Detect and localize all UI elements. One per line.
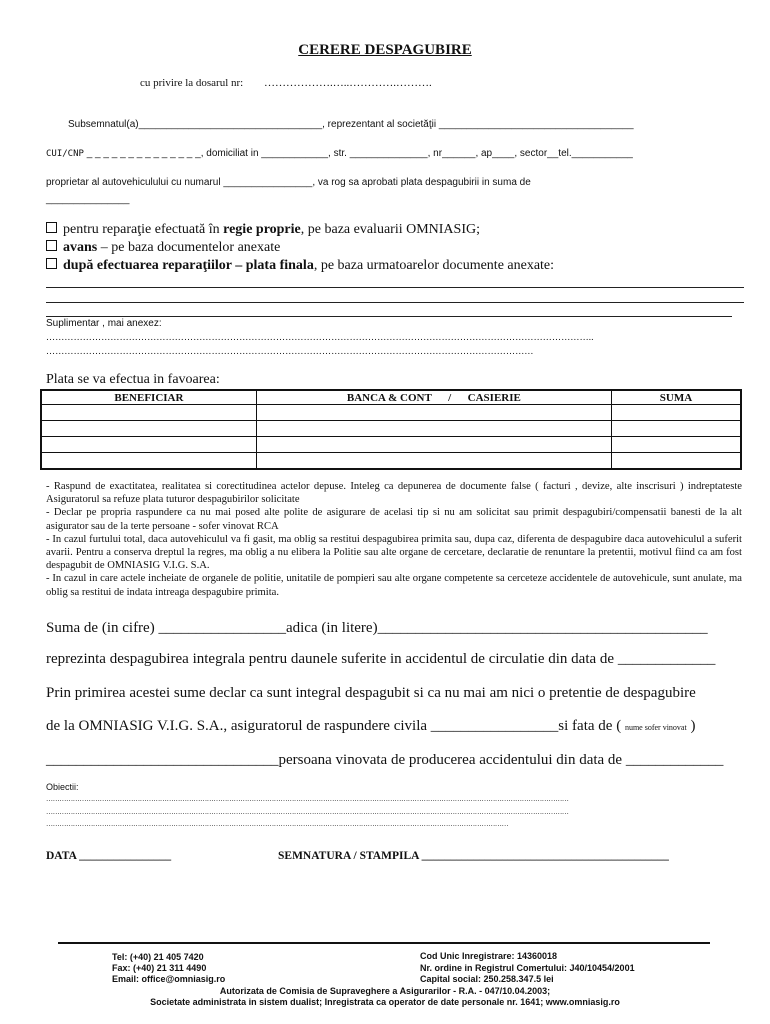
banca-cell[interactable] (256, 421, 611, 437)
semnatura-label: SEMNATURA / STAMPILA (278, 850, 419, 862)
suma-cell[interactable] (611, 421, 741, 437)
persoana-field[interactable]: _______________________________ (46, 752, 279, 768)
footer-divider (58, 942, 710, 944)
footer-autorizata: Autorizata de Comisia de Supraveghere a Asigurarilor - R.A. - 047/10.04.2003; (219, 986, 551, 996)
option-text: – pe baza documentelor anexate (97, 240, 281, 255)
suplimentar-label: Suplimentar , mai anexez: (46, 318, 162, 329)
beneficiar-cell[interactable] (41, 437, 256, 453)
name-field[interactable]: _________________________________ (138, 119, 323, 130)
domiciliat-label: , domiciliat in (200, 148, 259, 159)
sector-field[interactable]: __ (547, 148, 559, 159)
footer-capital: Capital social: 250.258.347.5 lei (420, 974, 554, 984)
suma-line (46, 620, 708, 637)
persoana-label: persoana vinovata de producerea accidentului din data de (278, 752, 623, 768)
checkbox[interactable] (46, 240, 57, 251)
documents-line[interactable] (46, 287, 744, 288)
tel-field[interactable]: ___________ (571, 148, 633, 159)
street-label: , str. (328, 148, 347, 159)
option-regie-proprie[interactable] (46, 222, 480, 238)
footer-fax: Fax: (+40) 21 311 4490 (112, 963, 207, 973)
table-header-row (41, 390, 741, 405)
footer-email[interactable]: Email: office@omniasig.ro (112, 974, 226, 984)
suma-cifre-field[interactable]: _________________ (158, 620, 286, 636)
footer-societate: Societate administrata in sistem dualist; Inregistrata ca operator de date personale nr. 1641; www.omniasig.ro (150, 997, 620, 1007)
suma-cell[interactable] (611, 437, 741, 453)
data-label: DATA (46, 850, 77, 862)
sector-label: , sector (514, 148, 548, 159)
footer-cui: Cod Unic Inregistrare: 14360018 (420, 951, 558, 961)
option-avans[interactable] (46, 240, 280, 256)
checkbox[interactable] (46, 258, 57, 269)
column-header: BANCA & CONT / CASIERIE (256, 390, 611, 405)
payment-table (40, 389, 742, 470)
asigurator-field[interactable]: _________________ (430, 718, 559, 734)
legal-paragraph: - In cazul furtului total, daca autovehiculul va fi gasit, ma oblig sa restitui despagubirea primita sau, dupa caz, diferenta de despagubire daca autovehiculul a suferit avarii. Pentru a conserva dreptul la regres, ma oblig a nu elibera la Politie sau alte organe de cercetare, declaratie de renuntare la pretentii, motivul fiind ca am fost despagubit de OMNIASIG V.I.G. S.A. (46, 533, 742, 572)
table-row (41, 421, 741, 437)
column-header: SUMA (611, 390, 741, 405)
persoana-line (46, 752, 723, 769)
option-text: , pe baza urmatoarelor documente anexate: (313, 258, 555, 273)
nr-label: , nr (427, 148, 443, 159)
city-field[interactable]: ____________ (261, 148, 329, 159)
nr-field[interactable]: ______ (442, 148, 476, 159)
obiectii-field[interactable]: ……………………………………………………………………………………………………………………………………………………………………………………………………………… (46, 808, 569, 816)
checkbox[interactable] (46, 222, 57, 233)
omniasig-label: de la OMNIASIG V.I.G. S.A., asiguratorul de raspundere civila (46, 718, 428, 734)
accident-date-field[interactable]: _____________ (617, 651, 716, 667)
suplimentar-field[interactable]: …………………………………………………………………………………………………………………………………………… (46, 346, 534, 356)
semnatura-line (278, 850, 669, 862)
nume-sofer-hint: nume sofer vinovat (624, 723, 687, 732)
legal-paragraph: - Raspund de exactitatea, realitatea si corectitudinea actelor depuse. Inteleg ca depunerea de documente false ( facturi , devize, alte inscrisuri ) indreptateste Asiguratorul sa refuze plata tuturor despagubirilor solicitate (46, 481, 742, 506)
reprezentant-label: , reprezentant al societăţii (322, 119, 437, 130)
footer-tel: Tel: (+40) 21 405 7420 (112, 952, 204, 962)
cnp-line (46, 148, 633, 159)
suplimentar-field[interactable]: …………………………………………………………………………………………………………………………………………………………….. (46, 332, 594, 342)
amount-field[interactable]: _______________ (46, 194, 130, 205)
beneficiar-cell[interactable] (41, 453, 256, 470)
option-text: pentru reparaţie efectuată în (63, 222, 224, 237)
cnp-field[interactable]: _ _ _ _ _ _ _ _ _ _ _ _ _ _ (86, 148, 201, 159)
dosar-line (140, 77, 432, 89)
table-row (41, 405, 741, 421)
reprezinta-label: reprezinta despagubirea integrala pentru daunele suferite in accidentul de circulatie din data de (46, 651, 615, 667)
option-text: , pe baza evaluarii OMNIASIG; (300, 222, 480, 237)
dosar-label: cu privire la dosarul nr: (140, 77, 244, 89)
suma-request-label: , va rog sa aprobati plata despagubirii in suma de (312, 177, 531, 188)
suma-cell[interactable] (611, 405, 741, 421)
plate-field[interactable]: ________________ (223, 177, 313, 188)
ap-field[interactable]: ____ (492, 148, 515, 159)
banca-cell[interactable] (256, 437, 611, 453)
beneficiar-cell[interactable] (41, 421, 256, 437)
cnp-label: CUI/CNP (46, 149, 84, 159)
page-title: CERERE DESPAGUBIRE (298, 42, 472, 58)
tel-label: tel. (558, 148, 572, 159)
legal-paragraph: - In cazul in care actele incheiate de organele de politie, unitatile de pompieri sau alte organe competente sa cerceteze accidentele de autovehicule, sunt anulate, ma oblig sa restitui de indata intreaga despagubire primita. (46, 573, 742, 598)
documents-line[interactable] (46, 316, 732, 317)
banca-cell[interactable] (256, 405, 611, 421)
company-field[interactable]: ___________________________________ (438, 119, 634, 130)
reprezinta-line (46, 651, 715, 668)
subsemnatul-line (68, 119, 634, 130)
option-plata-finala[interactable] (46, 258, 554, 274)
suma-litere-field[interactable]: ____________________________________________ (377, 620, 708, 636)
option-bold: avans (63, 240, 98, 255)
obiectii-label: Obiectii: (46, 782, 79, 792)
semnatura-field[interactable]: ___________________________________________ (421, 850, 669, 862)
suma-cell[interactable] (611, 453, 741, 470)
legal-declarations (46, 480, 742, 599)
banca-cell[interactable] (256, 453, 611, 470)
plata-label: Plata se va efectua in favoarea: (46, 372, 220, 387)
persoana-date-field[interactable]: _____________ (625, 752, 724, 768)
footer-registru: Nr. ordine in Registrul Comertului: J40/10454/2001 (420, 963, 635, 973)
subsemnatul-label: Subsemnatul(a) (68, 119, 139, 130)
obiectii-field[interactable]: ……………………………………………………………………………………………………………………………………………………………………………………………………………… (46, 795, 569, 803)
table-row (41, 453, 741, 470)
beneficiar-cell[interactable] (41, 405, 256, 421)
option-bold: regie proprie (223, 222, 301, 237)
suma-litere-label: adica (in litere) (285, 620, 378, 636)
dosar-field[interactable]: ……………….…..………….………. (264, 77, 432, 89)
proprietar-line (46, 177, 531, 188)
obiectii-field[interactable]: ……………………………………………………………………………………………………………………………………………………………………………………… (46, 820, 509, 828)
data-field[interactable]: ________________ (79, 850, 172, 862)
street-field[interactable]: ______________ (349, 148, 428, 159)
suma-label: Suma de (in cifre) (46, 620, 155, 636)
data-line (46, 850, 171, 862)
option-bold: după efectuarea reparaţiilor – plata finala (63, 258, 314, 273)
ap-label: , ap (475, 148, 493, 159)
primirea-line: Prin primirea acestei sume declar ca sunt integral despagubit si ca nu mai am nici o pretentie de despagubire (46, 685, 696, 701)
fata-label: si fata de ( (558, 718, 622, 734)
omniasig-line (46, 718, 695, 735)
documents-line[interactable] (46, 302, 744, 303)
legal-paragraph: - Declar pe propria raspundere ca nu mai posed alte polite de asigurare de acelasi tip si nu am solicitat sau primit despagubiri/compensatii banesti de la alt asigurator sau de la terte persoane - sofer vinovat RCA (46, 507, 742, 532)
close-paren: ) (690, 718, 696, 734)
table-row (41, 437, 741, 453)
proprietar-label: proprietar al autovehiculului cu numarul (46, 177, 221, 188)
column-header: BENEFICIAR (41, 390, 256, 405)
